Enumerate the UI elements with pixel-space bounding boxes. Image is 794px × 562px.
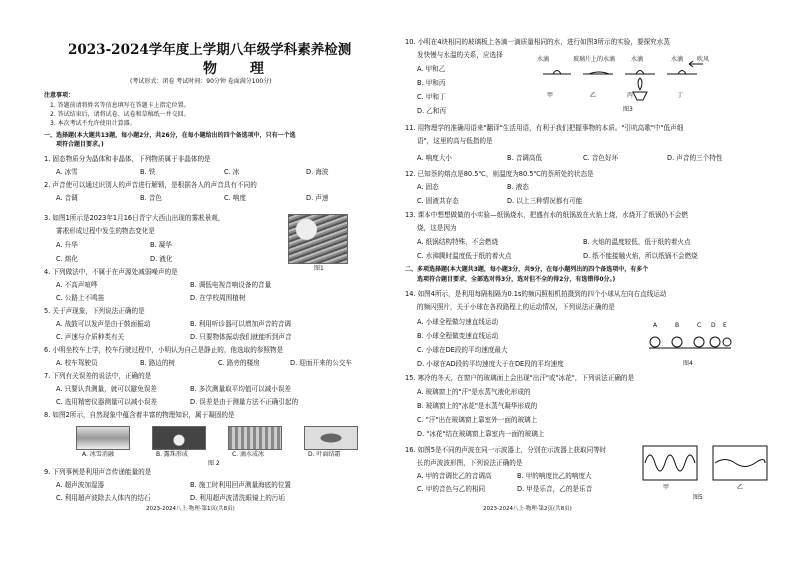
- fig5-label-jia: 甲: [663, 484, 670, 491]
- fig5-label-yi: 乙: [737, 484, 744, 491]
- subject-title: 物 理: [203, 61, 278, 77]
- fig1-label: 图1: [314, 265, 324, 272]
- question-7-option-a[interactable]: A. 只要认真测量，就可以避免误差: [56, 385, 157, 393]
- question-2-option-d[interactable]: D. 声速: [306, 194, 329, 202]
- question-9-option-b[interactable]: B. 施工时利用回声测量海底的位置: [190, 481, 292, 489]
- question-2-option-b[interactable]: B. 音色: [140, 194, 162, 202]
- ball-c: [694, 337, 704, 347]
- question-9-option-d[interactable]: D. 利用超声波清洗眼镜上的污垢: [190, 494, 285, 502]
- question-8-option-d[interactable]: D. 叶面结霜: [308, 451, 341, 458]
- question-7-option-c[interactable]: C. 选用精密仪器测量可以减小误差: [56, 398, 158, 406]
- fig3-label-ding: 丁: [677, 92, 684, 99]
- fig2-photo-d: [304, 426, 358, 450]
- question-12-option-c[interactable]: C. 固液共存态: [417, 197, 459, 205]
- question-9-option-c[interactable]: C. 利用超声波除去人体内的结石: [56, 494, 151, 502]
- question-13-option-b[interactable]: B. 火焰的温度较低，低于纸的着火点: [583, 238, 691, 246]
- oscilloscope-jia: [643, 446, 697, 480]
- question-3-option-a[interactable]: A. 升华: [56, 241, 78, 249]
- ball-a: [650, 337, 660, 347]
- question-15-option-d[interactable]: D. "冰花"结在玻璃窗上靠室内一面的玻璃上: [417, 430, 545, 438]
- question-6-option-a[interactable]: A. 校车驾驶员: [56, 359, 98, 367]
- question-1-option-b[interactable]: B. 铁: [140, 168, 156, 176]
- question-9-stem: 9. 下列事例是利用声音传递能量的是: [44, 468, 152, 476]
- flame-tip-icon: [638, 78, 642, 90]
- fig3-label-ding-drop: 水滴: [671, 56, 684, 63]
- question-10-stem: 10. 小明在4块相同的玻璃板上各滴一滴质量相同的水，进行如图3所示的实验，要探究水蒸: [405, 38, 670, 46]
- question-5-stem: 5. 关于声现象，下列说法正确的是: [44, 307, 145, 315]
- question-5-option-d[interactable]: D. 只要物体振动我们就能听到声音: [190, 333, 292, 341]
- fig3-label-jia-drop: 水滴: [537, 56, 550, 63]
- fig3-label-yi: 乙: [590, 92, 597, 99]
- question-8-option-a[interactable]: A. 冰雪消融: [82, 451, 114, 458]
- question-14-option-c[interactable]: C. 小球在DE段的平均速度最大: [417, 346, 508, 354]
- question-16-stem-2: 长的声波波形图，下列说法正确的是: [417, 459, 523, 467]
- question-1-stem: 1. 固态物质分为晶体和非晶体，下列物质属于非晶体的是: [44, 155, 211, 163]
- note-item: 1. 答题前请将姓名等信息填写在答题卡上指定位置。: [50, 102, 190, 109]
- right-page: [397, 0, 794, 562]
- fig1-rime-photo: [288, 214, 348, 264]
- flame-icon: [633, 92, 647, 100]
- fig4-flash-photo: [645, 322, 735, 354]
- question-14-option-b[interactable]: B. 小球全程做变速直线运动: [417, 332, 499, 340]
- fig2-photo-a: [76, 426, 130, 450]
- section1-heading: 一、选择题(本大题共13题，每小题2分，共26分，在每小题给出的四个备选项中，只有一个选: [44, 132, 296, 139]
- section1-heading-2: 项符合题目要求。): [56, 141, 104, 148]
- question-10-stem-2: 发快慢与水温的关系，应选择: [417, 51, 503, 59]
- question-4-option-b[interactable]: B. 调低电视音响设备的音量: [190, 281, 272, 289]
- oscilloscope-yi: [713, 446, 767, 480]
- question-10-option-d[interactable]: D. 乙和丙: [417, 107, 447, 115]
- question-6-stem: 6. 小明坐校车上学，校车行驶过程中，小明认为自己是静止的，他选取的参照物是: [44, 346, 284, 354]
- question-16-stem: 16. 如图5是不同的声波在同一示波器上，分别在示波器上获取同等时: [405, 446, 607, 454]
- question-11-stem: 11. 用物理学的准确用语来"翻译"生活用语，有利于我们把握事物的本质。"引吭高歌"中"低声细: [405, 124, 684, 132]
- question-2-option-c[interactable]: C. 响度: [224, 194, 246, 202]
- fig3-label-wind: 吹风: [697, 56, 710, 63]
- question-5-option-a[interactable]: A. 战鼓可以发声是由于鼓面振动: [56, 320, 151, 328]
- question-11-stem-2: 语"，这里的高与低指的是: [417, 137, 493, 145]
- ball-e: [723, 338, 731, 346]
- question-8-option-c[interactable]: C. 滴水成冰: [232, 451, 265, 458]
- question-9-option-a[interactable]: A. 超声波加湿器: [56, 481, 105, 489]
- question-5-option-b[interactable]: B. 利用听诊器可以增加声音的音调: [190, 320, 292, 328]
- page-footer-right: 2023-2024八上·物理·第2页(共8页): [483, 506, 572, 512]
- question-8-stem: 8. 如图2所示，自然现象中蕴含着丰富的物理知识，属于凝固的是: [44, 411, 235, 419]
- question-10-option-b[interactable]: B. 甲和丙: [417, 79, 446, 87]
- drop-bing: [636, 71, 644, 75]
- page-title: 2023-2024学年度上学期八年级学科素养检测: [68, 42, 352, 58]
- question-15-option-c[interactable]: C. "汗"出在玻璃窗上靠室外一面的玻璃上: [417, 416, 538, 424]
- question-14-stem: 14. 如图4所示，是利用每隔相隔为0.1s的频闪照相机拍摄到的四个小球从左向右直线运动: [405, 290, 667, 298]
- question-4-option-c[interactable]: C. 公路上不鸣笛: [56, 294, 105, 302]
- question-13-option-a[interactable]: A. 纸锅结构特殊，不会燃烧: [417, 238, 499, 246]
- fig2-label: 图 2: [208, 460, 220, 467]
- drop-jia: [553, 71, 561, 75]
- question-16-option-d[interactable]: D. 甲是乐音，乙的是乐音: [517, 485, 593, 493]
- fig3-label-jia: 甲: [547, 92, 554, 99]
- question-4-option-d[interactable]: D. 在学校周围植树: [190, 294, 246, 302]
- question-10-option-a[interactable]: A. 甲和乙: [417, 65, 446, 73]
- section2-heading-2: 选项符合题目要求，全部选对得3分，选对但不全的得2分，有选错得0分。): [417, 276, 616, 283]
- question-1-option-d[interactable]: D. 海波: [306, 168, 329, 176]
- fig4-label-d: D: [711, 322, 716, 329]
- question-1-option-a[interactable]: A. 冰雪: [56, 168, 78, 176]
- question-4-option-a[interactable]: A. 不高声喧哗: [56, 281, 98, 289]
- question-11-option-d[interactable]: D. 声音的三个特性: [667, 154, 723, 162]
- fig3-label-bing: 丙: [627, 92, 634, 99]
- question-11-option-a[interactable]: A. 响度大小: [417, 154, 452, 162]
- fig4-label-a: A: [653, 322, 658, 329]
- notes-heading: 注意事项：: [44, 92, 75, 99]
- wave-yi: [715, 460, 765, 467]
- fig4-label-c: C: [697, 322, 702, 329]
- question-13-stem: 13. 课本中想想做做的小实验—纸锅烧水，把盛有水的纸锅放在火焰上烧，水烧开了纸锅仍不会燃: [405, 211, 688, 219]
- question-12-option-a[interactable]: A. 固态: [417, 183, 439, 191]
- question-14-option-a[interactable]: A. 小球全程做匀速直线运动: [417, 318, 499, 326]
- note-item: 2. 答试结束后，请将试卷、试卷和草稿纸一并交回。: [50, 111, 190, 118]
- question-15-stem: 15. 寒冷的冬天，在窗户的玻璃面上会出现"出汗"或"冰花"，下列说法正确的是: [405, 374, 635, 382]
- exam-info: (考试形式：闭卷 考试时间：90分钟 卷面满分100分): [130, 78, 272, 85]
- section2-heading: 二、多项选择题(本大题共3题，每小题3分，共9分，在每小题列出的四个备选项中，有多个: [405, 266, 649, 273]
- question-13-stem-2: 烧，这是因为: [417, 224, 457, 232]
- drop-ding: [678, 71, 686, 75]
- question-12-stem: 12. 已知萘的熔点是80.5℃，则温度为80.5℃的萘所处的状态是: [405, 170, 594, 178]
- question-7-stem: 7. 下列有关误差的说法中，正确的是: [44, 372, 152, 380]
- fig3-label-bing-drop: 水滴: [631, 56, 644, 63]
- question-3-option-d[interactable]: D. 液化: [150, 255, 173, 263]
- question-8-option-b[interactable]: B. 露珠形成: [156, 451, 188, 458]
- question-12-option-b[interactable]: B. 液态: [507, 183, 529, 191]
- question-6-option-c[interactable]: C. 路旁的楼房: [218, 359, 260, 367]
- fig5-waveforms: [641, 444, 769, 484]
- question-7-option-d[interactable]: D. 误差是由于测量方法不正确引起的: [190, 398, 299, 406]
- question-13-option-d[interactable]: D. 纸不能接触火焰，所以纸锅不会燃烧: [583, 252, 698, 260]
- fig4-label-b: B: [675, 322, 680, 329]
- question-12-option-d[interactable]: D. 以上三种情况都有可能: [507, 197, 583, 205]
- question-3-option-b[interactable]: B. 凝华: [150, 241, 172, 249]
- question-6-option-d[interactable]: D. 迎面开来的公交车: [290, 359, 353, 367]
- question-13-option-c[interactable]: C. 水沸腾时温度低于纸的着火点: [417, 252, 512, 260]
- note-item: 3. 本次考试不允许使用计算器。: [50, 120, 136, 127]
- question-3-option-c[interactable]: C. 熔化: [56, 255, 78, 263]
- question-3-stem-2: 雾凇形成过程中发生的物态变化是: [56, 227, 155, 235]
- question-2-option-a[interactable]: A. 音调: [56, 194, 78, 202]
- question-6-option-b[interactable]: B. 路边的树: [140, 359, 176, 367]
- question-2-stem: 2. 声音使可以通过识别人的声音进行解锁，是根据各人的声音具有不同的: [44, 181, 257, 189]
- question-10-option-c[interactable]: C. 甲和丁: [417, 93, 446, 101]
- question-16-option-a[interactable]: A. 甲的音调比乙的音调高: [417, 472, 492, 480]
- ball-d: [710, 337, 720, 347]
- question-15-option-b[interactable]: B. 玻璃窗上的"冰花"是水蒸气凝华形成的: [417, 402, 538, 410]
- question-15-option-a[interactable]: A. 玻璃窗上的"汗"是水蒸气液化形成的: [417, 388, 531, 396]
- fig2-photo-b: [152, 426, 206, 450]
- fig4-label-e: E: [723, 322, 727, 329]
- page-footer-left: 2023-2024八上·物理·第1页(共8页): [146, 506, 235, 512]
- question-14-stem-2: 的频闪照片，关于小球在各段路程上的运动情况，下列说法正确的是: [417, 303, 615, 311]
- wave-jia: [645, 455, 695, 471]
- question-7-option-b[interactable]: B. 多次测量取平均值可以减小误差: [190, 385, 292, 393]
- fig3-label-yi-drop: 玻璃片上的水滴: [573, 56, 616, 63]
- fig4-caption: 图4: [683, 360, 693, 367]
- fig2-photo-c: [228, 426, 282, 450]
- question-16-option-c[interactable]: C. 甲的音色与乙的相同: [417, 485, 486, 493]
- fig5-caption: 图5: [693, 494, 703, 501]
- question-14-option-d[interactable]: D. 小球在AD段的平均速度大于在DE段的平均速度: [417, 360, 564, 368]
- fig3-caption: 图3: [623, 106, 633, 113]
- question-16-option-b[interactable]: B. 甲的响度比乙的响度大: [517, 472, 592, 480]
- ball-b: [672, 337, 682, 347]
- question-1-option-c[interactable]: C. 冰: [224, 168, 240, 176]
- question-11-option-c[interactable]: C. 音色好坏: [583, 154, 619, 162]
- question-11-option-b[interactable]: B. 音调高低: [507, 154, 543, 162]
- question-5-option-c[interactable]: C. 声速与介质种类有关: [56, 333, 125, 341]
- question-3-stem: 3. 如图1所示是2023年1月16日青宁大西山出现的雾凇景观，: [44, 214, 225, 222]
- question-4-stem: 4. 下列做法中，不属于在声源处减弱噪声的是: [44, 268, 178, 276]
